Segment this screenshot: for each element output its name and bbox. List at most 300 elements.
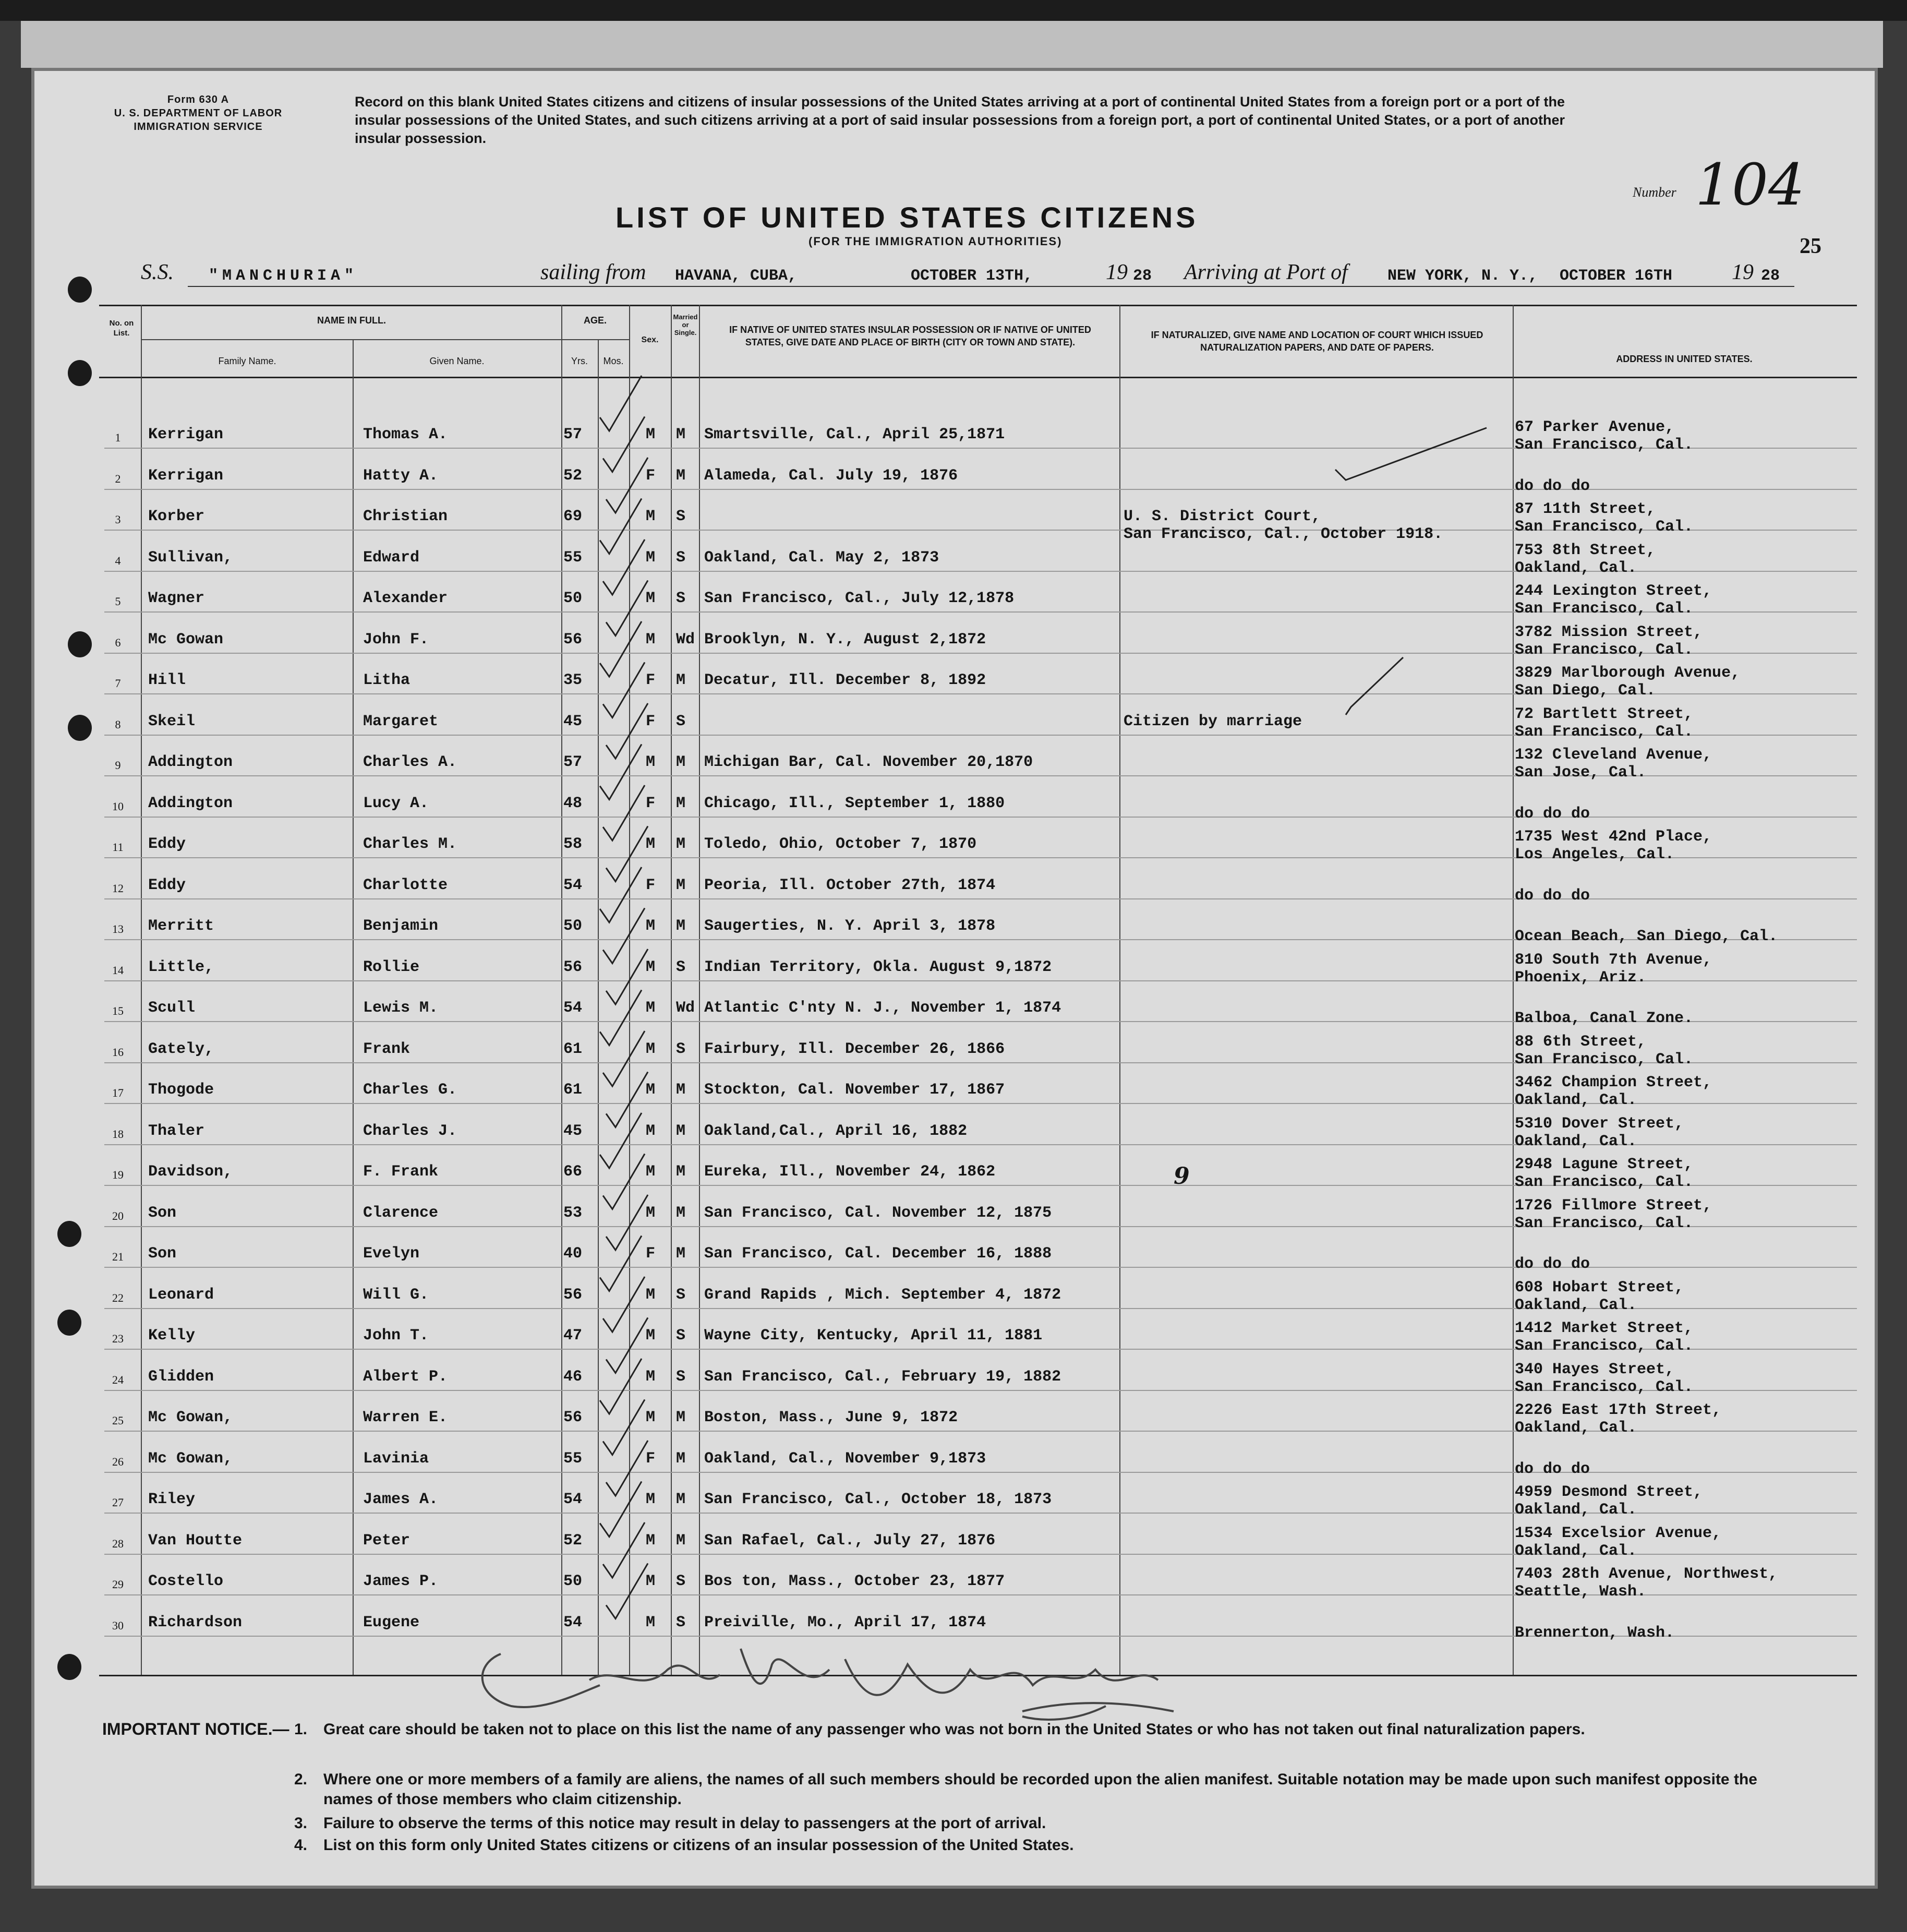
sex: M [646,958,656,976]
family-name: Leonard [148,1286,214,1304]
marital-status: M [676,917,686,935]
age-years: 69 [563,508,583,525]
family-name: Skeil [148,712,196,730]
address-line-2: Oakland, Cal. [1515,1542,1637,1560]
birth-place-date: Oakland, Cal. May 2, 1873 [704,548,939,567]
marital-status: M [676,426,686,443]
family-name: Eddy [148,876,186,894]
birth-place-date: Decatur, Ill. December 8, 1892 [704,671,986,689]
given-name: Warren E. [363,1409,448,1426]
marital-status: M [676,1245,686,1263]
row-number: 19 [112,1168,124,1181]
marital-status: S [676,1367,686,1386]
header-age: AGE. [583,315,607,326]
address-line-2: San Francisco, Cal. [1515,1214,1694,1232]
row-rule [104,817,1857,818]
sex: M [646,835,656,853]
given-name: Charles A. [363,753,457,771]
birth-place-date: Brooklyn, N. Y., August 2,1872 [704,630,986,649]
marital-status: M [676,1409,686,1426]
age-years: 58 [563,835,583,853]
sex: M [646,1163,656,1181]
sex: M [646,1081,656,1099]
list-number: 104 [1695,151,1805,218]
table-header-rule [99,377,1857,378]
family-name: Wagner [148,590,205,607]
birth-place-date: Stockton, Cal. November 17, 1867 [704,1081,1005,1099]
number-label: Number [1633,185,1676,200]
row-number: 16 [112,1045,124,1059]
address-line-2: Balboa, Canal Zone. [1515,1010,1694,1027]
col-rule [353,339,354,1675]
marital-status: M [676,1449,686,1468]
age-years: 54 [563,1491,583,1508]
marital-status: S [676,548,686,567]
sex: F [646,466,656,485]
notice-text: List on this form only United States citizens or citizens of an insular possession of the United States. [323,1837,1074,1854]
sex: M [646,1409,656,1426]
header-sex: Sex. [641,335,659,344]
address-line-1: 87 11th Street, [1515,500,1656,518]
row-number: 27 [112,1496,124,1509]
marital-status: M [676,671,686,689]
row-number: 4 [115,554,121,567]
row-number: 29 [112,1578,124,1591]
row-number: 17 [112,1086,124,1099]
given-name: James P. [363,1573,439,1590]
family-name: Sullivan, [148,548,233,567]
address-line-2: do do do [1515,1460,1590,1478]
address-line-2: Oakland, Cal. [1515,1296,1637,1314]
header-family-name: Family Name. [218,356,276,366]
form-department: U. S. DEPARTMENT OF LABOR [114,107,283,119]
marital-status: Wd [676,630,695,649]
ss-label: S.S. [141,260,174,284]
notice-item-4 [294,1835,1773,1855]
row-number: 9 [115,759,121,772]
scan-top-edge [0,0,1907,21]
given-name: Eugene [363,1613,420,1631]
departure-year-prefix: 19 [1106,260,1128,284]
departure-year: 28 [1133,267,1152,285]
address-line-2: Brennerton, Wash. [1515,1624,1675,1642]
sex: M [646,917,656,935]
marital-status: M [676,1491,686,1508]
family-name: Van Houtte [148,1531,243,1550]
header-years: Yrs. [571,356,588,366]
row-number: 30 [112,1618,124,1632]
sex: F [646,671,656,689]
birth-place-date: Michigan Bar, Cal. November 20,1870 [704,753,1033,771]
family-name: Mc Gowan, [148,1449,233,1468]
family-name: Addington [148,794,233,812]
family-name: Kerrigan [148,466,224,485]
address-line-2: Oakland, Cal. [1515,1419,1637,1437]
naturalization-court: San Francisco, Cal., October 1918. [1124,525,1443,543]
age-years: 57 [563,753,583,771]
birth-place-date: San Francisco, Cal. November 12, 1875 [704,1204,1052,1222]
sex: M [646,630,656,649]
marital-status: S [676,1573,686,1590]
col-rule [561,305,562,1675]
family-name: Merritt [148,917,214,935]
birth-place-date: Indian Territory, Okla. August 9,1872 [704,958,1052,976]
given-name: Edward [363,548,420,567]
address-line-2: San Francisco, Cal. [1515,436,1694,454]
sex: M [646,1286,656,1304]
given-name: Litha [363,671,411,689]
family-name: Gately, [148,1040,214,1058]
address-line-2: do do do [1515,886,1590,905]
age-years: 50 [563,1573,583,1590]
sex: M [646,590,656,607]
family-name: Little, [148,958,214,976]
age-years: 47 [563,1327,583,1345]
sex: F [646,1245,656,1263]
address-line-2: San Francisco, Cal. [1515,1173,1694,1191]
age-years: 56 [563,1286,583,1304]
address-line-1: 7403 28th Avenue, Northwest, [1515,1565,1778,1583]
address-line-1: 753 8th Street, [1515,541,1656,559]
marital-status: M [676,794,686,812]
marital-status: M [676,876,686,894]
sex: M [646,508,656,525]
given-name: Will G. [363,1286,429,1304]
arrival-port: NEW YORK, N. Y., [1387,267,1538,285]
col-rule [1513,305,1514,1675]
birth-place-date: Smartsville, Cal., April 25,1871 [704,426,1005,443]
address-line-2: San Jose, Cal. [1515,764,1647,782]
age-years: 35 [563,671,583,689]
birth-place-date: Bos ton, Mass., October 23, 1877 [704,1573,1005,1590]
row-rule [104,489,1857,490]
notice-item-3 [294,1814,1773,1833]
marital-status: S [676,1286,686,1304]
marital-status: S [676,958,686,976]
notice-title: IMPORTANT NOTICE.— [102,1720,289,1738]
birth-place-date: San Francisco, Cal., July 12,1878 [704,590,1015,607]
address-line-2: Oakland, Cal. [1515,1132,1637,1150]
sex: M [646,1327,656,1345]
given-name: Charles J. [363,1122,457,1140]
row-number: 3 [115,513,121,526]
age-years: 61 [563,1040,583,1058]
birth-place-date: Alameda, Cal. July 19, 1876 [704,466,958,485]
family-name: Costello [148,1573,224,1590]
sex: M [646,1613,656,1631]
address-line-2: Los Angeles, Cal. [1515,846,1675,863]
marital-status: S [676,1613,686,1631]
row-number: 12 [112,881,124,895]
name-subheader-rule [142,339,629,340]
form-identifier [73,93,323,134]
header-married-single: Married or Single. [673,313,698,337]
address-line-1: 1735 West 42nd Place, [1515,828,1712,846]
birth-place-date: San Francisco, Cal. December 16, 1888 [704,1245,1052,1263]
sex: M [646,1122,656,1140]
binder-hole [68,360,92,386]
address-line-2: do do do [1515,477,1590,495]
age-years: 50 [563,590,583,607]
address-line-1: 340 Hayes Street, [1515,1360,1675,1378]
family-name: Mc Gowan, [148,1409,233,1426]
sex: M [646,1204,656,1222]
address-line-1: 67 Parker Avenue, [1515,418,1675,436]
given-name: Clarence [363,1204,439,1222]
address-line-2: Ocean Beach, San Diego, Cal. [1515,928,1778,945]
col-rule [598,339,599,1675]
marital-status: M [676,835,686,853]
page-subtitle: (FOR THE IMMIGRATION AUTHORITIES) [808,235,1063,248]
family-name: Richardson [148,1613,243,1631]
marital-status: M [676,1204,686,1222]
binder-hole [68,277,92,303]
marital-status: M [676,753,686,771]
address-line-1: 3829 Marlborough Avenue, [1515,664,1741,682]
given-name: Margaret [363,712,439,730]
binder-hole [68,631,92,657]
col-rule [1119,305,1120,1675]
given-name: F. Frank [363,1163,439,1181]
age-years: 56 [563,1409,583,1426]
marital-status: S [676,1040,686,1058]
family-name: Thaler [148,1122,205,1140]
age-years: 52 [563,1531,583,1550]
header-native-birth: IF NATIVE OF UNITED STATES INSULAR POSSESSION OR IF NATIVE OF UNITED STATES, GIVE DATE AND PLACE OF BIRTH (CITY OR TOWN AND STATE). [729,325,1091,347]
form-service: IMMIGRATION SERVICE [134,121,263,133]
sex: M [646,753,656,771]
birth-place-date: Boston, Mass., June 9, 1872 [704,1409,958,1426]
given-name: James A. [363,1491,439,1508]
departure-port: HAVANA, CUBA, [675,267,798,285]
binder-hole [68,715,92,741]
family-name: Hill [148,671,186,689]
birth-place-date: Peoria, Ill. October 27th, 1874 [704,876,996,894]
age-years: 40 [563,1245,583,1263]
row-number: 18 [112,1127,124,1141]
sex: M [646,548,656,567]
age-years: 54 [563,1613,583,1631]
age-years: 50 [563,917,583,935]
row-rule [104,1267,1857,1268]
given-name: Lewis M. [363,999,439,1017]
sex: F [646,1449,656,1468]
notice-text: Failure to observe the terms of this notice may result in delay to passengers at the port of arrival. [323,1815,1046,1832]
birth-place-date: Saugerties, N. Y. April 3, 1878 [704,917,996,935]
sailing-label: sailing from [540,260,646,284]
address-line-2: San Diego, Cal. [1515,682,1656,700]
marital-status: S [676,508,686,525]
header-name-in-full: NAME IN FULL. [317,315,386,326]
address-line-2: San Francisco, Cal. [1515,518,1694,536]
row-number: 20 [112,1209,124,1222]
family-name: Addington [148,753,233,771]
col-rule [699,305,700,1675]
birth-place-date: Oakland, Cal., November 9,1873 [704,1449,986,1468]
given-name: Hatty A. [363,466,439,485]
birth-place-date: Wayne City, Kentucky, April 11, 1881 [704,1327,1043,1345]
marital-status: M [676,1531,686,1550]
marital-status: M [676,1163,686,1181]
given-name: Thomas A. [363,426,448,443]
given-name: Albert P. [363,1367,448,1386]
address-line-1: 2226 East 17th Street, [1515,1401,1722,1419]
family-name: Eddy [148,835,186,853]
birth-place-date: Eureka, Ill., November 24, 1862 [704,1163,996,1181]
row-number: 15 [112,1004,124,1017]
naturalization: 9 [1174,1163,1190,1190]
family-name: Thogode [148,1081,214,1099]
age-years: 52 [563,466,583,485]
address-line-1: 608 Hobart Street, [1515,1278,1684,1297]
address-line-2: Oakland, Cal. [1515,1091,1637,1109]
table-top-rule [99,305,1857,306]
address-line-2: San Francisco, Cal. [1515,723,1694,741]
given-name: Charlotte [363,876,448,894]
age-years: 55 [563,1449,583,1468]
given-name: John T. [363,1327,429,1345]
ship-name: "MANCHURIA" [209,267,358,285]
marital-status: Wd [676,999,695,1017]
birth-place-date: Atlantic C'nty N. J., November 1, 1874 [704,999,1061,1017]
address-line-2: do do do [1515,805,1590,823]
family-name: Scull [148,999,196,1017]
address-line-2: Oakland, Cal. [1515,559,1637,577]
arriving-label: Arriving at Port of [1184,260,1348,284]
birth-place-date: Oakland,Cal., April 16, 1882 [704,1122,968,1140]
sex: F [646,876,656,894]
header-naturalized: IF NATURALIZED, GIVE NAME AND LOCATION OF COURT WHICH ISSUED NATURALIZATION PAPERS, AND DATE OF PAPERS. [1151,330,1483,353]
address-line-1: 2948 Lagune Street, [1515,1156,1694,1173]
age-years: 53 [563,1204,583,1222]
age-years: 54 [563,999,583,1017]
address-line-1: 132 Cleveland Avenue, [1515,746,1712,764]
address-line-2: Phoenix, Ariz. [1515,968,1647,987]
given-name: John F. [363,630,429,649]
header-given-name: Given Name. [429,356,485,366]
notice-text: Great care should be taken not to place on this list the name of any passenger who was not born in the United States or who has not taken out final naturalization papers. [323,1721,1585,1738]
family-name: Mc Gowan [148,630,224,649]
address-line-1: 810 South 7th Avenue, [1515,951,1712,969]
marital-status: S [676,712,686,730]
family-name: Riley [148,1491,196,1508]
naturalization: U. S. District Court, [1124,508,1321,525]
age-years: 66 [563,1163,583,1181]
sex: M [646,1491,656,1508]
family-name: Son [148,1245,177,1263]
sex: F [646,794,656,812]
sex: F [646,712,656,730]
naturalization: Citizen by marriage [1124,712,1302,730]
address-line-1: 3782 Mission Street, [1515,623,1703,641]
page-title: LIST OF UNITED STATES CITIZENS [615,201,1199,234]
row-number: 22 [112,1291,124,1304]
address-line-1: 4959 Desmond Street, [1515,1483,1703,1501]
address-line-2: Seattle, Wash. [1515,1583,1647,1601]
row-number: 1 [115,431,121,444]
given-name: Evelyn [363,1245,420,1263]
family-name: Kelly [148,1327,196,1345]
given-name: Christian [363,508,448,525]
birth-place-date: Toledo, Ohio, October 7, 1870 [704,835,977,853]
arrival-date: OCTOBER 16TH [1560,267,1673,285]
birth-place-date: Chicago, Ill., September 1, 1880 [704,794,1005,812]
binder-hole [57,1221,81,1247]
age-years: 45 [563,712,583,730]
address-line-1: 1412 Market Street, [1515,1319,1694,1337]
notice-number: 1. [294,1721,308,1738]
marital-status: M [676,1081,686,1099]
header-months: Mos. [603,356,624,366]
address-line-1: 5310 Dover Street, [1515,1114,1684,1133]
address-line-1: 244 Lexington Street, [1515,582,1712,600]
age-years: 46 [563,1367,583,1386]
sex: M [646,999,656,1017]
notice-number: 3. [294,1815,308,1832]
sex: M [646,1367,656,1386]
row-rule [104,1472,1857,1473]
row-number: 14 [112,963,124,977]
birth-place-date: Preiville, Mo., April 17, 1874 [704,1613,986,1631]
binder-hole [57,1310,81,1336]
row-number: 25 [112,1414,124,1427]
given-name: Peter [363,1531,411,1550]
marital-status: M [676,1122,686,1140]
address-line-1: 3462 Champion Street, [1515,1074,1712,1091]
page-number: 25 [1800,234,1821,258]
row-number: 28 [112,1537,124,1550]
birth-place-date: San Francisco, Cal., February 19, 1882 [704,1367,1061,1386]
address-line-1: 72 Bartlett Street, [1515,705,1694,723]
age-years: 61 [563,1081,583,1099]
col-rule [141,305,142,1675]
row-number: 26 [112,1455,124,1468]
age-years: 56 [563,630,583,649]
address-line-2: San Francisco, Cal. [1515,1337,1694,1355]
row-number: 23 [112,1332,124,1345]
address-line-1: 1534 Excelsior Avenue, [1515,1524,1722,1542]
row-number: 21 [112,1250,124,1263]
given-name: Benjamin [363,917,439,935]
age-years: 45 [563,1122,583,1140]
sex: M [646,1040,656,1058]
birth-place-date: San Francisco, Cal., October 18, 1873 [704,1491,1052,1508]
row-rule [104,898,1857,899]
age-years: 56 [563,958,583,976]
marital-status: S [676,590,686,607]
notice-item-2 [294,1770,1773,1809]
departure-date: OCTOBER 13TH, [911,267,1033,285]
given-name: Alexander [363,590,448,607]
sex: M [646,1531,656,1550]
notice-number: 4. [294,1837,308,1854]
row-number: 10 [112,799,124,813]
row-number: 24 [112,1373,124,1386]
family-name: Davidson, [148,1163,233,1181]
header-address: ADDRESS IN UNITED STATES. [1616,354,1753,364]
address-line-1: 1726 Fillmore Street, [1515,1196,1712,1215]
given-name: Lavinia [363,1449,429,1468]
row-number: 6 [115,635,121,649]
sex: M [646,426,656,443]
address-line-2: Oakland, Cal. [1515,1501,1637,1519]
given-name: Rollie [363,958,420,976]
underlying-page-edge [21,21,1883,68]
address-line-1: 88 6th Street, [1515,1033,1647,1051]
inspector-signature [469,1633,1356,1722]
address-line-2: San Francisco, Cal. [1515,1378,1694,1396]
family-name: Son [148,1204,177,1222]
